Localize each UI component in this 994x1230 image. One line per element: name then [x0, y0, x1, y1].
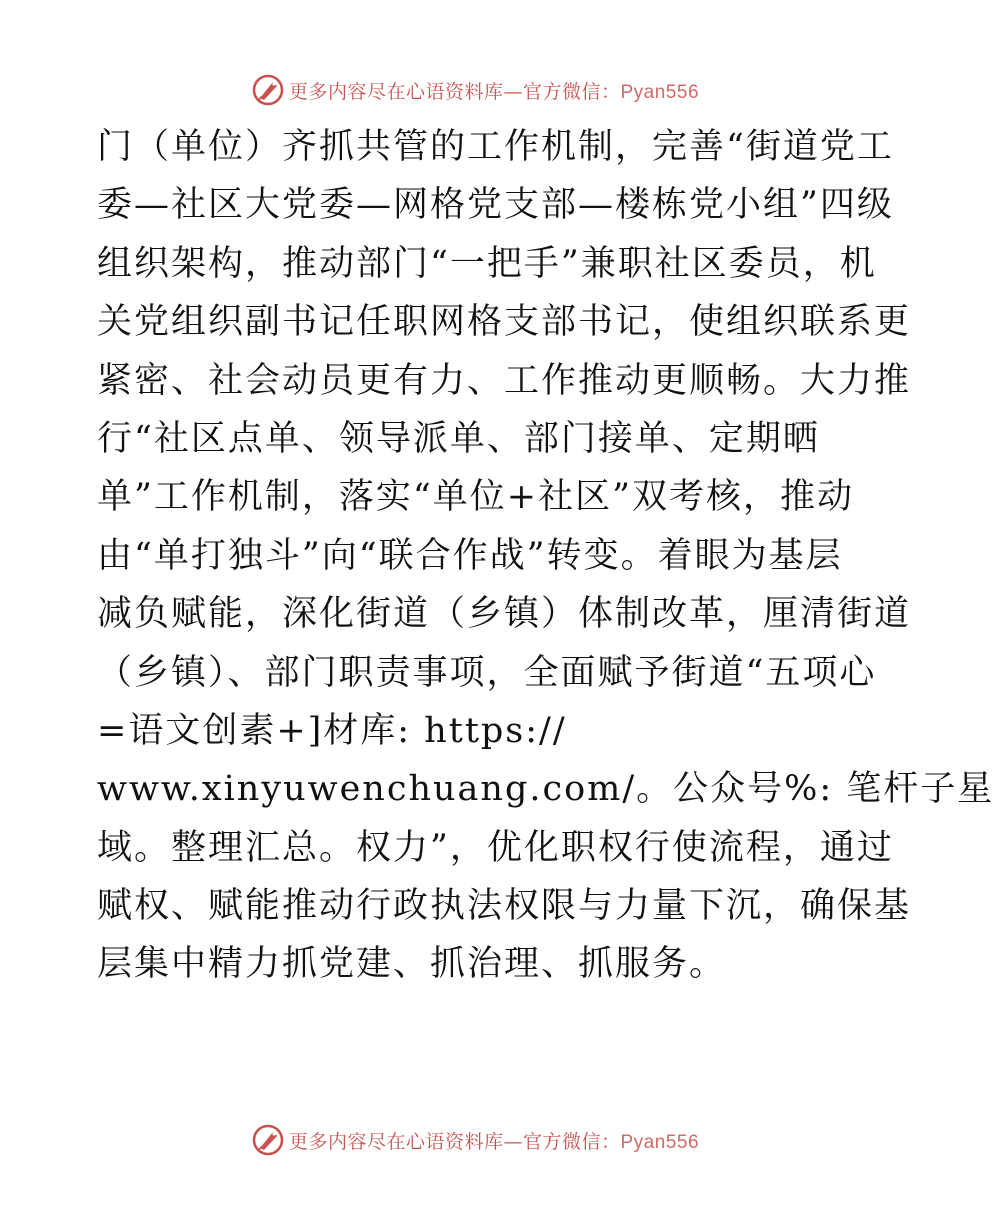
body-line: 紧密、社会动员更有力、工作推动更顺畅。大力推: [97, 360, 912, 401]
body-line: 单”工作机制，落实“单位+社区”双考核，推动: [97, 477, 855, 518]
body-line: www.xinyuwenchuang.com/。公众号%: 笔杆子星: [97, 769, 994, 810]
body-line: 门（单位）齐抓共管的工作机制，完善“街道党工: [97, 127, 894, 167]
body-line: 层集中精力抓党建、抓治理、抓服务。: [97, 944, 727, 985]
banner-text: [289, 77, 699, 104]
banner-wechat-label: 官方微信：: [522, 80, 621, 103]
document-body: [97, 118, 994, 994]
body-line: 关党组织副书记任职网格支部书记，使组织联系更: [97, 302, 912, 343]
banner-text: [289, 1127, 699, 1154]
body-line: 组织架构，推动部门“一把手”兼职社区委员，机: [97, 243, 877, 284]
pen-nib-logo-icon: [251, 73, 285, 107]
banner-wechat-label: 官方微信：: [522, 1130, 621, 1153]
header-banner: [0, 70, 950, 110]
body-line: =语文创素+]材库: https://: [97, 710, 567, 751]
footer-banner: [0, 1120, 950, 1160]
body-line: 委—社区大党委—网格党支部—楼栋党小组”四级: [97, 185, 894, 226]
banner-separator: —: [503, 1130, 523, 1153]
banner-site-name: 更多内容尽在心语资料库: [288, 80, 504, 103]
body-line: 行“社区点单、领导派单、部门接单、定期晒: [97, 418, 820, 459]
pen-nib-logo-icon: [251, 1123, 285, 1157]
banner-wechat-id: Pyan556: [620, 1131, 700, 1153]
body-line: 域。整理汇总。权力”，优化职权行使流程，通过: [97, 827, 894, 868]
body-line: （乡镇）、部门职责事项，全面赋予街道“五项心: [97, 652, 877, 693]
body-line: 由“单打独斗”向“联合作战”转变。着眼为基层: [97, 535, 843, 576]
banner-separator: —: [503, 80, 523, 103]
body-line: 赋权、赋能推动行政执法权限与力量下沉，确保基: [97, 886, 912, 927]
banner-site-name: 更多内容尽在心语资料库: [288, 1130, 504, 1153]
banner-wechat-id: Pyan556: [620, 81, 700, 103]
body-line: 减负赋能，深化街道（乡镇）体制改革，厘清街道: [97, 594, 912, 635]
